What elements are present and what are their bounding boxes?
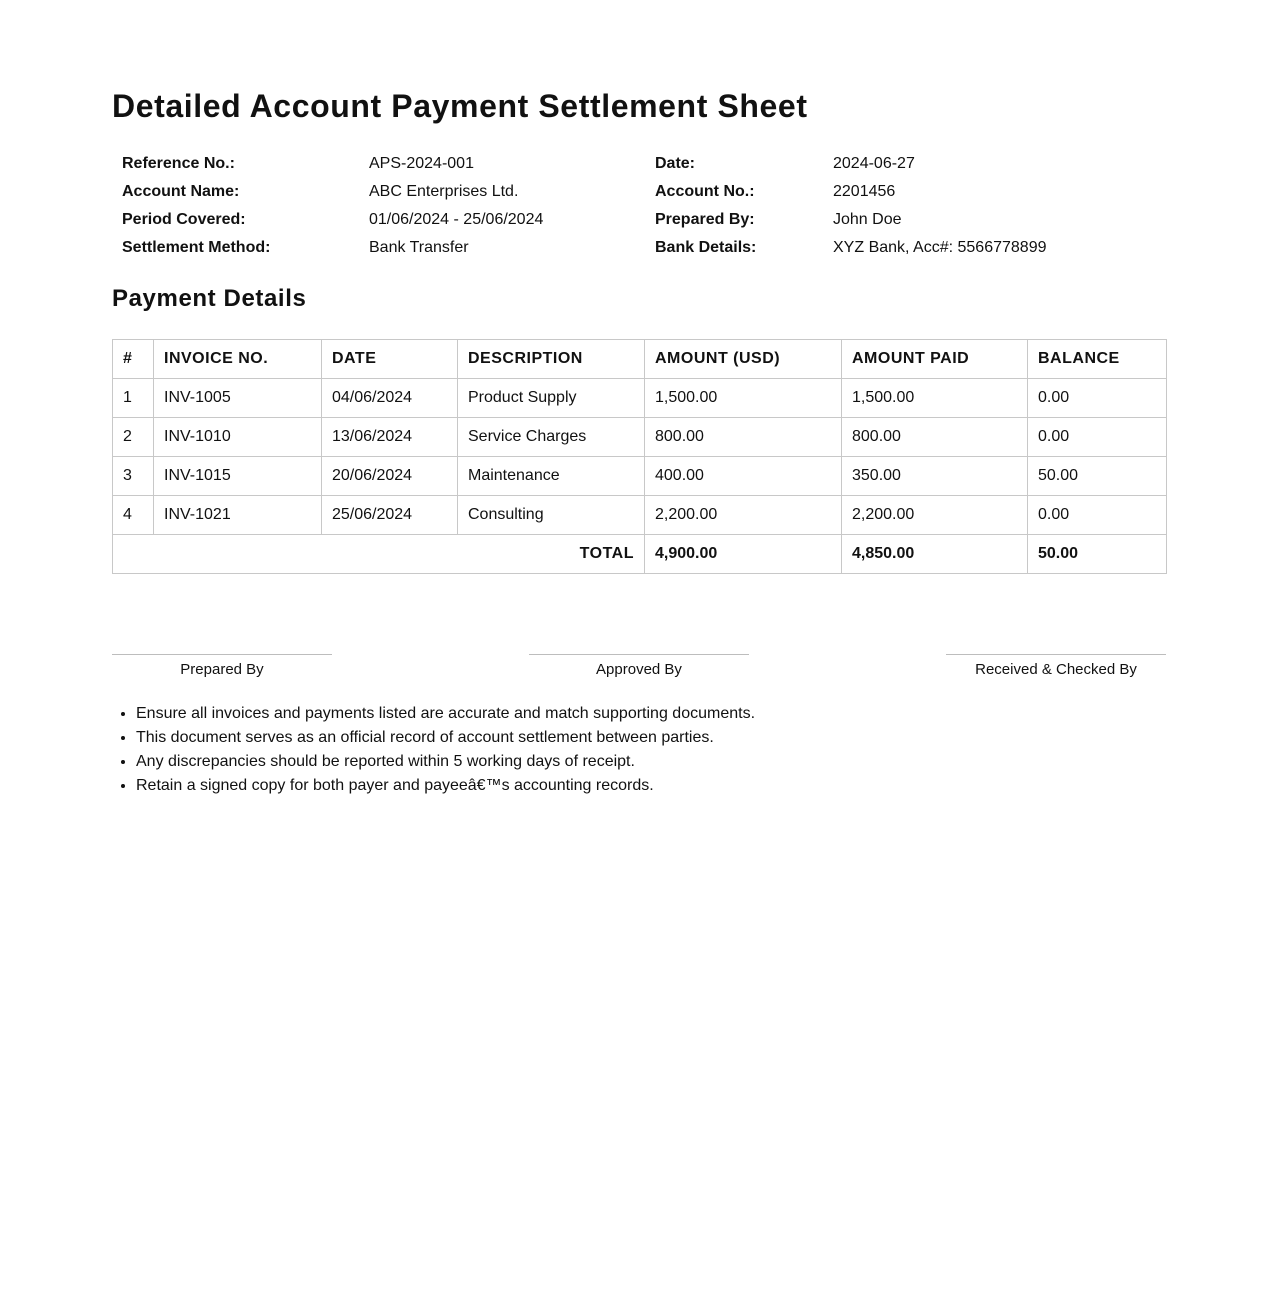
total-label: TOTAL <box>113 535 645 574</box>
note-item: • This document serves as an official record of account settlement between parties. <box>136 726 1136 750</box>
table-cell: 04/06/2024 <box>322 379 458 418</box>
table-cell: 1 <box>113 379 154 418</box>
meta-row <box>112 178 1166 206</box>
note-item: • Retain a signed copy for both payer and payeeâ€™s accounting records. <box>136 774 1136 798</box>
meta-label: Reference No.: <box>122 155 235 172</box>
meta-label: Prepared By: <box>655 211 755 228</box>
meta-label: Date: <box>655 155 696 172</box>
meta-label: Bank Details: <box>655 239 757 256</box>
table-cell: 50.00 <box>1028 457 1167 496</box>
table-row <box>113 457 1167 496</box>
signature-received-checked-by: Received & Checked By <box>946 654 1166 678</box>
table-header-row <box>113 340 1167 379</box>
column-header: # <box>113 340 154 379</box>
meta-value: John Doe <box>833 211 902 228</box>
meta-label: Period Covered: <box>122 211 246 228</box>
table-cell: Service Charges <box>458 418 645 457</box>
meta-value: APS-2024-001 <box>369 155 474 172</box>
table-cell: 1,500.00 <box>842 379 1028 418</box>
table-cell: INV-1005 <box>154 379 322 418</box>
table-cell: 0.00 <box>1028 496 1167 535</box>
table-cell: Maintenance <box>458 457 645 496</box>
meta-label: Settlement Method: <box>122 239 271 256</box>
column-header: DESCRIPTION <box>458 340 645 379</box>
table-cell: 3 <box>113 457 154 496</box>
meta-value: XYZ Bank, Acc#: 5566778899 <box>833 239 1047 256</box>
meta-info <box>112 150 1166 262</box>
signature-approved-by: Approved By <box>529 654 749 678</box>
table-cell: Product Supply <box>458 379 645 418</box>
table-cell: 0.00 <box>1028 379 1167 418</box>
payment-table <box>112 339 1167 574</box>
table-cell: INV-1010 <box>154 418 322 457</box>
payment-details-heading: Payment Details <box>112 285 307 312</box>
table-cell: INV-1021 <box>154 496 322 535</box>
column-header: BALANCE <box>1028 340 1167 379</box>
meta-row <box>112 206 1166 234</box>
table-row <box>113 496 1167 535</box>
meta-row <box>112 234 1166 262</box>
note-item: • Any discrepancies should be reported within 5 working days of receipt. <box>136 750 1136 774</box>
meta-value: 01/06/2024 - 25/06/2024 <box>369 211 544 228</box>
table-cell: 800.00 <box>842 418 1028 457</box>
meta-row <box>112 150 1166 178</box>
table-cell: Consulting <box>458 496 645 535</box>
table-cell: INV-1015 <box>154 457 322 496</box>
table-cell: 20/06/2024 <box>322 457 458 496</box>
table-cell: 0.00 <box>1028 418 1167 457</box>
total-row <box>113 535 1167 574</box>
note-item: • Ensure all invoices and payments listed are accurate and match supporting documents. <box>136 702 1136 726</box>
signature-block <box>112 654 1166 684</box>
table-cell: 400.00 <box>645 457 842 496</box>
column-header: INVOICE NO. <box>154 340 322 379</box>
table-cell: 1,500.00 <box>645 379 842 418</box>
table-cell: 25/06/2024 <box>322 496 458 535</box>
notes-list <box>112 702 1136 798</box>
table-cell: 2,200.00 <box>842 496 1028 535</box>
meta-label: Account Name: <box>122 183 240 200</box>
total-balance: 50.00 <box>1028 535 1167 574</box>
table-cell: 4 <box>113 496 154 535</box>
column-header: AMOUNT PAID <box>842 340 1028 379</box>
meta-label: Account No.: <box>655 183 755 200</box>
table-cell: 2 <box>113 418 154 457</box>
table-row <box>113 379 1167 418</box>
column-header: AMOUNT (USD) <box>645 340 842 379</box>
signature-prepared-by: Prepared By <box>112 654 332 678</box>
meta-value: Bank Transfer <box>369 239 469 256</box>
table-cell: 800.00 <box>645 418 842 457</box>
column-header: DATE <box>322 340 458 379</box>
meta-value: ABC Enterprises Ltd. <box>369 183 519 200</box>
table-cell: 2,200.00 <box>645 496 842 535</box>
total-amount: 4,900.00 <box>645 535 842 574</box>
total-paid: 4,850.00 <box>842 535 1028 574</box>
document-title: Detailed Account Payment Settlement Sheet <box>112 88 808 124</box>
table-row <box>113 418 1167 457</box>
table-cell: 13/06/2024 <box>322 418 458 457</box>
meta-value: 2024-06-27 <box>833 155 915 172</box>
meta-value: 2201456 <box>833 183 896 200</box>
table-cell: 350.00 <box>842 457 1028 496</box>
